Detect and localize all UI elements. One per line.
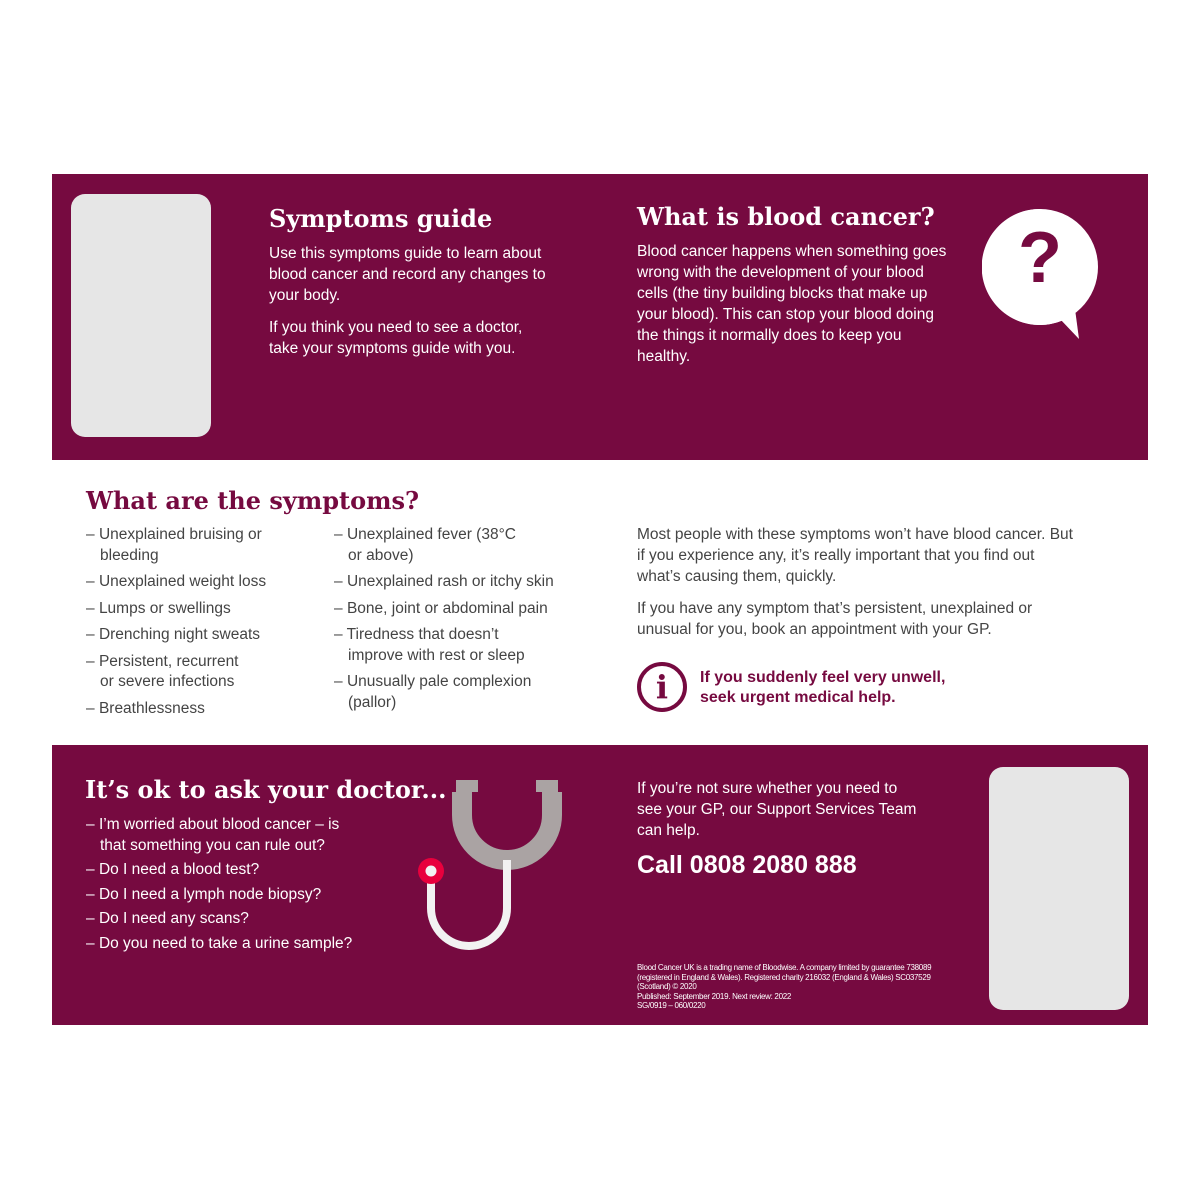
symptom-item: – Bone, joint or abdominal pain — [334, 599, 564, 620]
symptoms-guide-advice: If you think you need to see a doctor, take your symptoms guide with you. — [269, 319, 523, 357]
symptoms-list-2 — [334, 525, 564, 719]
stethoscope-icon — [412, 780, 562, 955]
symptom-item: – Persistent, recurrent or severe infections — [86, 652, 256, 693]
question-bubble-icon: ? — [982, 209, 1098, 339]
question-item: – Do I need any scans? — [86, 909, 346, 930]
symptom-item: – Breathlessness — [86, 699, 286, 720]
symptom-item: – Tiredness that doesn’t improve with rest or sleep — [334, 625, 539, 666]
ask-list — [86, 815, 353, 958]
ask-title: It’s ok to ask your doctor... — [85, 775, 447, 804]
symptoms-title: What are the symptoms? — [86, 486, 420, 515]
symptoms-guide-intro: Use this symptoms guide to learn about blood cancer and record any changes to your body. — [269, 245, 546, 304]
legal-text — [637, 963, 957, 1011]
image-placeholder — [989, 767, 1129, 1010]
reassurance-text: Most people with these symptoms won’t have blood cancer. But if you experience any, it’s really important that you find out what’s causing them, quickly. — [637, 526, 1073, 585]
image-placeholder — [71, 194, 211, 437]
symptoms-guide-title: Symptoms guide — [269, 204, 493, 233]
question-item: – Do I need a blood test? — [86, 860, 346, 881]
info-icon: i — [637, 662, 687, 712]
symptom-item: – Unexplained fever (38°C or above) — [334, 525, 534, 566]
symptom-item: – Lumps or swellings — [86, 599, 286, 620]
symptom-item: – Unexplained bruising or bleeding — [86, 525, 286, 566]
question-item: – Do I need a lymph node biopsy? — [86, 885, 346, 906]
question-item: – I’m worried about blood cancer – is that something you can rule out? — [86, 815, 346, 856]
intro-band — [52, 174, 1148, 460]
symptom-item: – Unexplained weight loss — [86, 572, 286, 593]
what-is-title: What is blood cancer? — [637, 202, 935, 231]
symptoms-list-1 — [86, 525, 286, 725]
call-number[interactable]: Call 0808 2080 888 — [637, 851, 857, 879]
gp-advice-text: If you have any symptom that’s persistent, unexplained or unusual for you, book an appointment with your GP. — [637, 600, 1033, 638]
legal-line: Blood Cancer UK is a trading name of Bloodwise. A company limited by guarantee 738089 (registered in England & Wales). Registered charity 216032 (England & Wales) SC037529 (Scotland) © 2020 — [637, 963, 932, 991]
what-is-body: Blood cancer happens when something goes wrong with the development of your blood cells (the tiny building blocks that make up your blood). This can stop your blood doing the things it normally does to keep you healthy. — [637, 243, 947, 365]
support-text: If you’re not sure whether you need to see your GP, our Support Services Team can help. — [637, 780, 917, 839]
legal-line: Published: September 2019. Next review: 2022 — [637, 991, 792, 1001]
legal-line: SG/0919 – 060/0220 — [637, 1001, 706, 1010]
ask-band — [52, 745, 1148, 1025]
symptom-item: – Drenching night sweats — [86, 625, 286, 646]
question-item: – Do you need to take a urine sample? — [86, 934, 386, 955]
symptom-item: – Unexplained rash or itchy skin — [334, 572, 564, 593]
symptom-item: – Unusually pale complexion (pallor) — [334, 672, 549, 713]
urgent-alert: If you suddenly feel very unwell, seek urgent medical help. — [700, 669, 946, 706]
